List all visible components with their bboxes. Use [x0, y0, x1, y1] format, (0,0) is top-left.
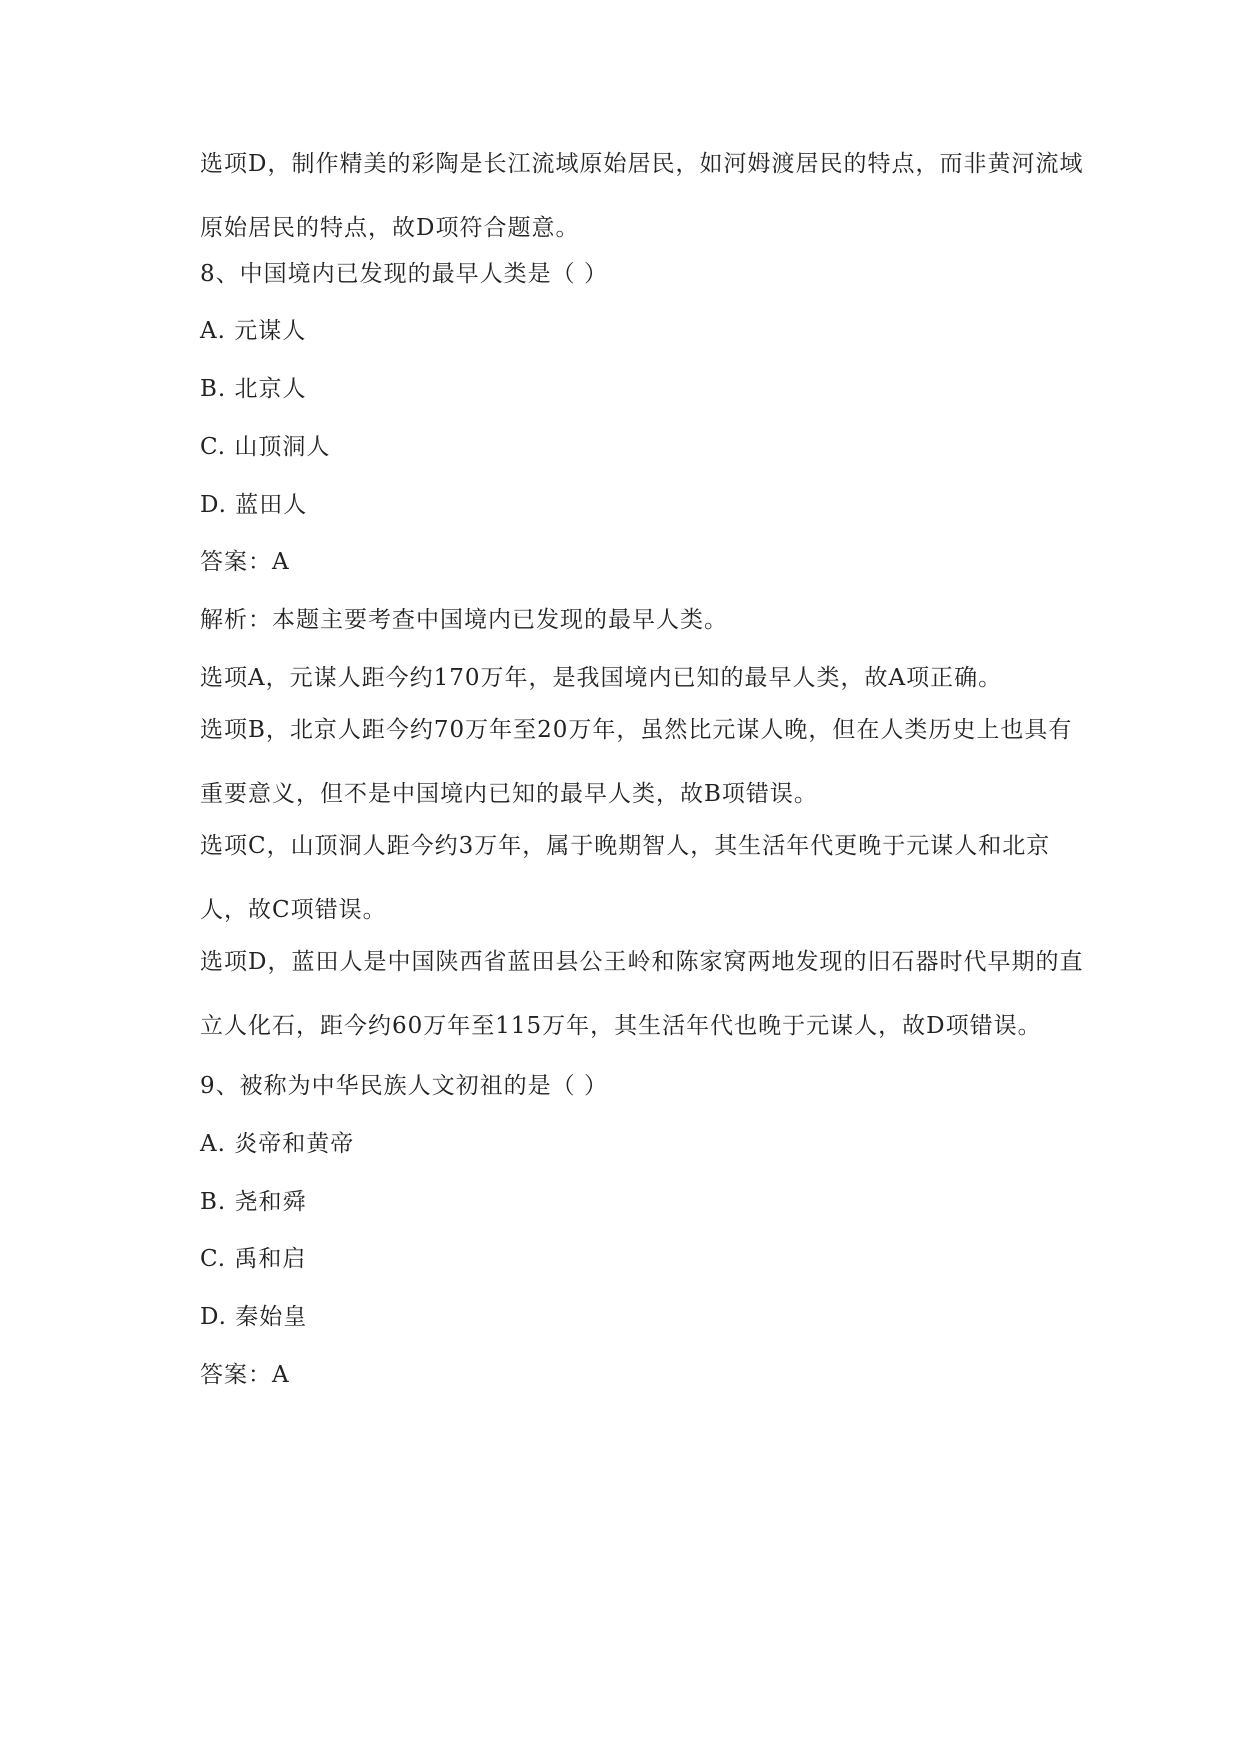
prev-explanation-d: 选项D，制作精美的彩陶是长江流域原始居民，如河姆渡居民的特点，而非黄河流域原始居民的特点，故D项符合题意。	[200, 151, 1084, 241]
q8-option-c: C. 山顶洞人	[200, 434, 331, 460]
q8-option-a: A. 元谋人	[200, 318, 307, 344]
q9-option-c: C. 禹和启	[200, 1246, 307, 1272]
q8-option-d: D. 蓝田人	[200, 492, 308, 518]
q9-option-b: B. 尧和舜	[200, 1189, 307, 1215]
q8-explanation-a: 选项A，元谋人距今约170万年，是我国境内已知的最早人类，故A项正确。	[200, 665, 1003, 691]
q9-option-a: A. 炎帝和黄帝	[200, 1131, 355, 1157]
q8-answer: 答案：A	[200, 549, 290, 575]
q9-question: 9、被称为中华民族人文初祖的是（ ）	[200, 1073, 608, 1099]
q8-explanation-d: 选项D，蓝田人是中国陕西省蓝田县公王岭和陈家窝两地发现的旧石器时代早期的直立人化石，距今约60万年至115万年，其生活年代也晚于元谋人，故D项错误。	[200, 949, 1084, 1039]
q8-explanation-b: 选项B，北京人距今约70万年至20万年，虽然比元谋人晚，但在人类历史上也具有重要意义，但不是中国境内已知的最早人类，故B项错误。	[200, 717, 1073, 807]
q9-answer: 答案：A	[200, 1362, 290, 1388]
q8-option-b: B. 北京人	[200, 376, 307, 402]
q8-question: 8、中国境内已发现的最早人类是（ ）	[200, 261, 608, 287]
q8-explanation-c: 选项C，山顶洞人距今约3万年，属于晚期智人，其生活年代更晚于元谋人和北京人，故C项错误。	[200, 833, 1051, 923]
q8-analysis: 解析：本题主要考查中国境内已发现的最早人类。	[200, 607, 728, 633]
q9-option-d: D. 秦始皇	[200, 1304, 308, 1330]
